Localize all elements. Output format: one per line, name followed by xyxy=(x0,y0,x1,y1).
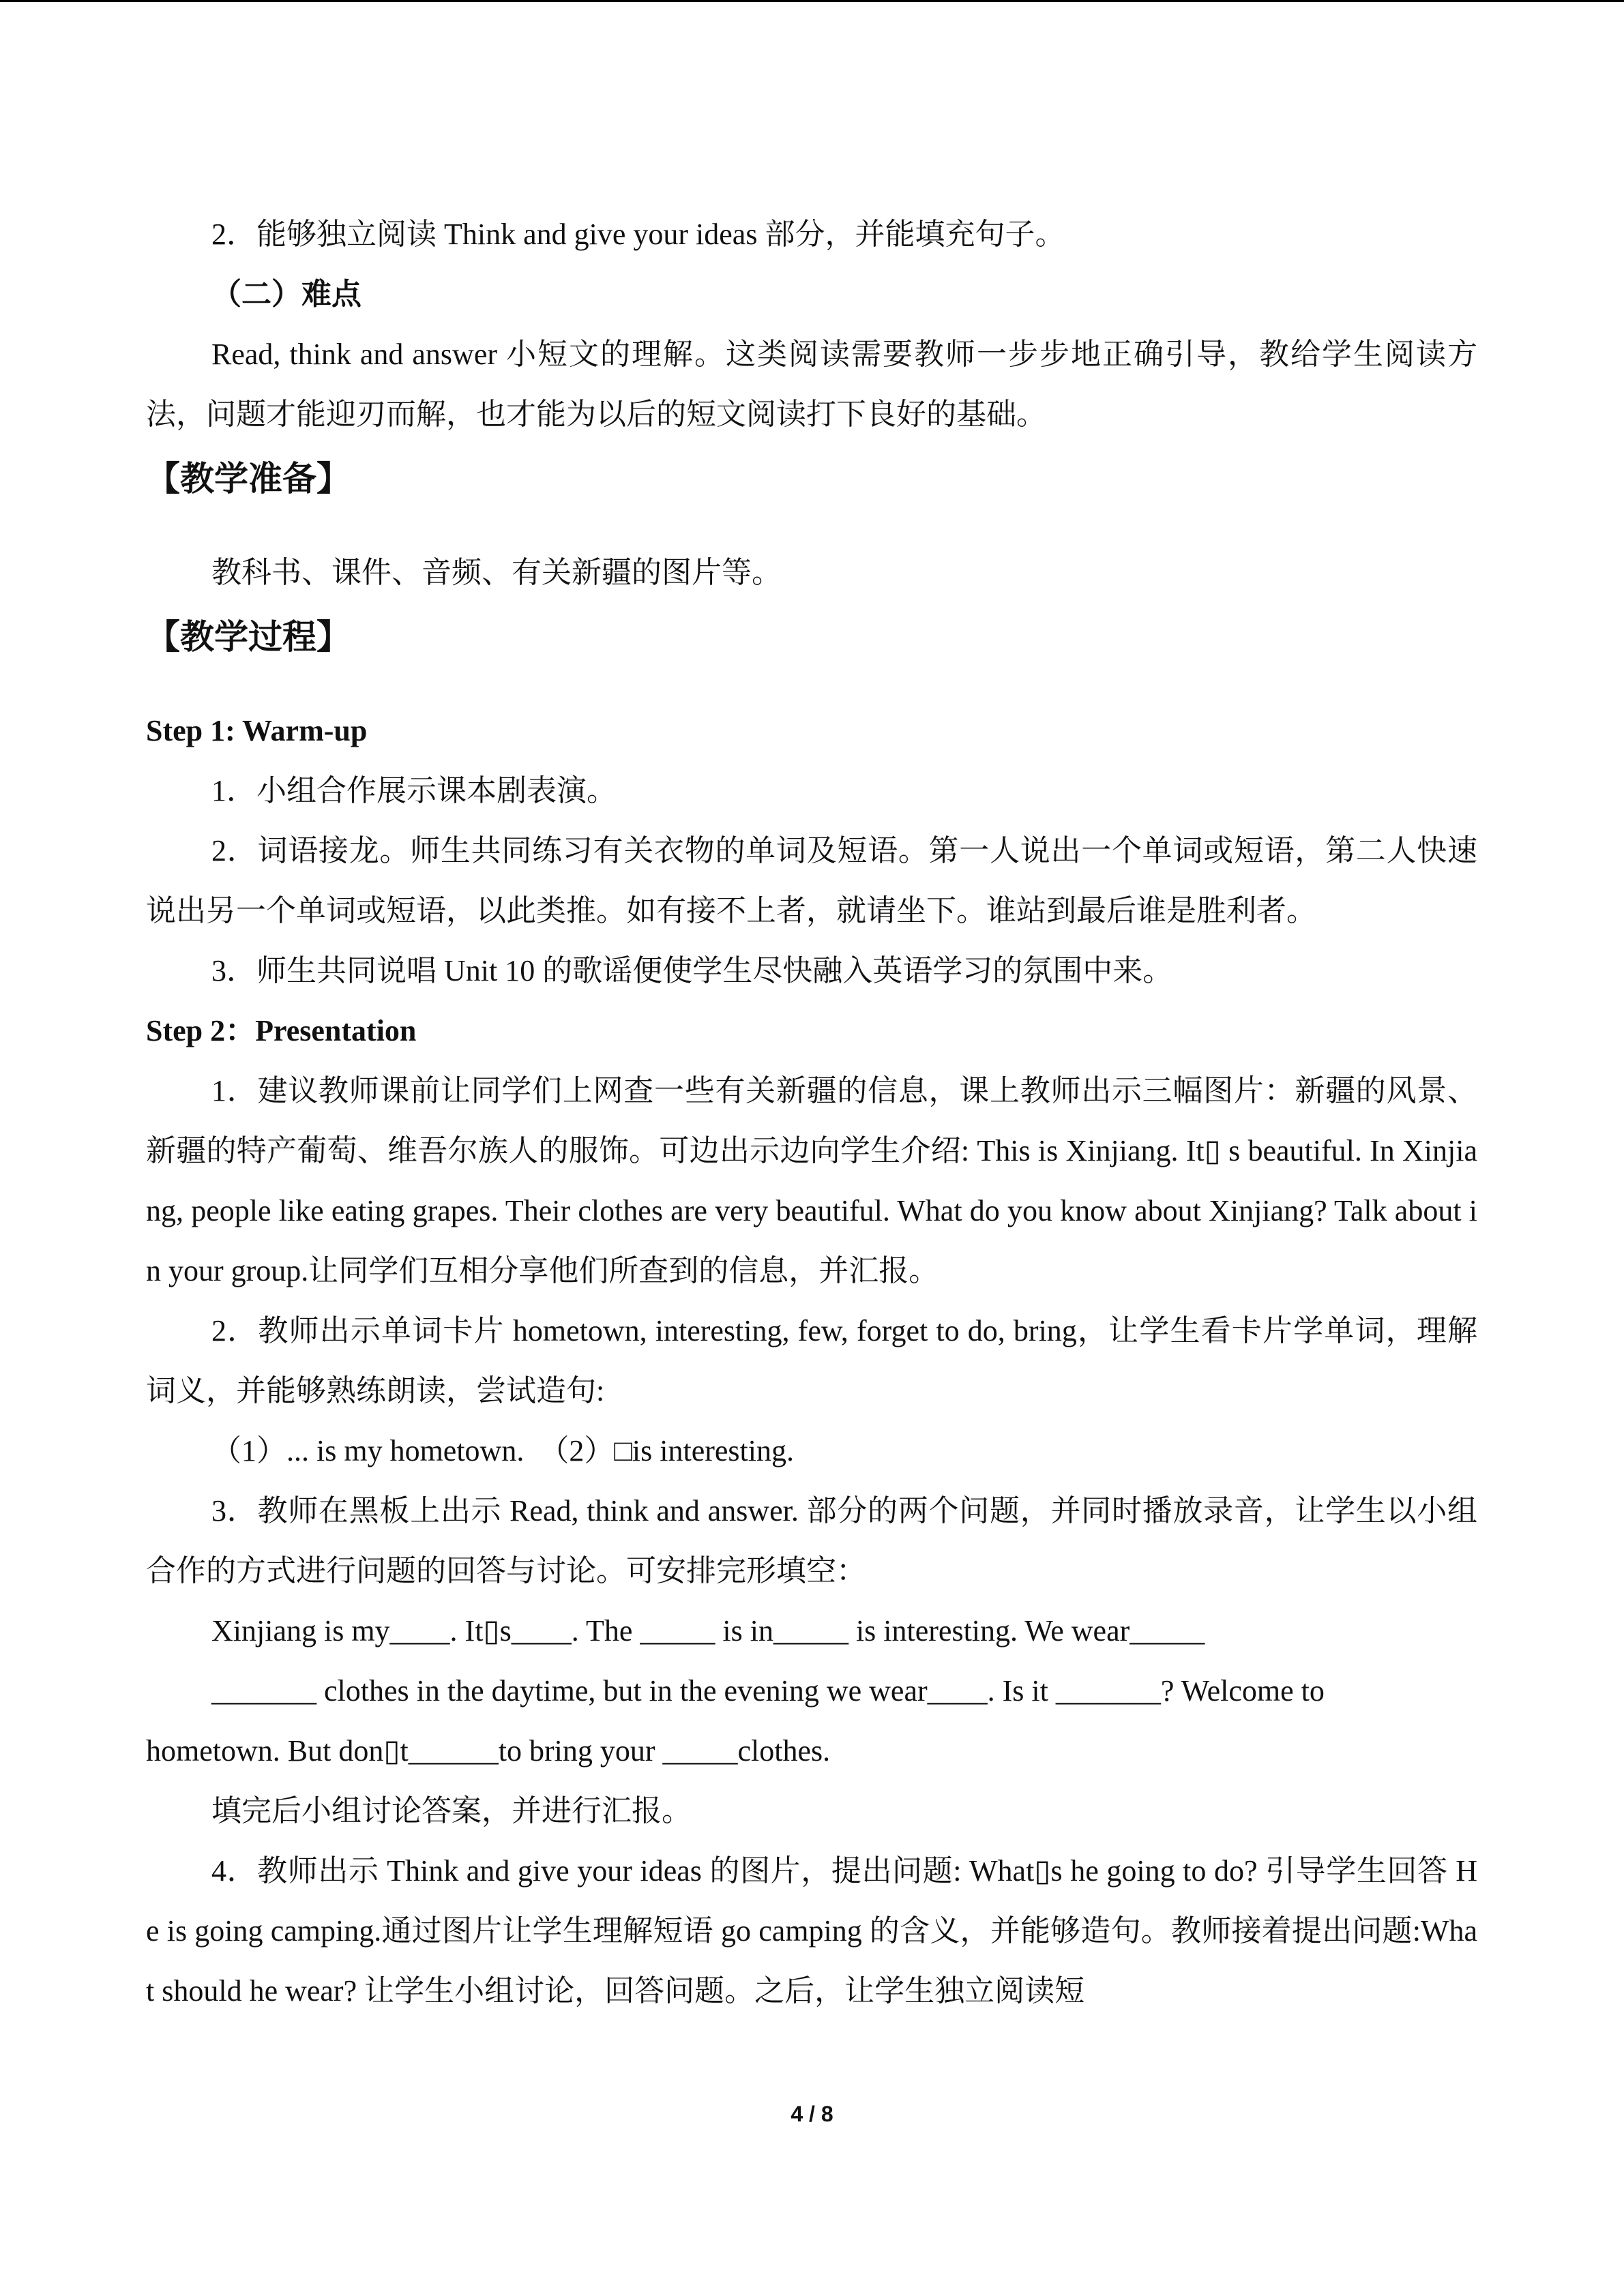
paragraph-presentation-3: 3．教师在黑板上出示 Read, think and answer. 部分的两个问题，并同时播放录音，让学生以小组合作的方式进行问题的回答与讨论。可安排完形填空： xyxy=(146,1494,1477,1587)
step-heading-presentation: Step 2：Presentation xyxy=(146,1014,417,1047)
spacer xyxy=(146,513,1477,543)
fill-in-line-2: _______ clothes in the daytime, but in the evening we wear____. Is it _______? Welcome to xyxy=(211,1674,1325,1708)
paragraph-presentation-4: 4．教师出示 Think and give your ideas 的图片，提出问题: What▯s he going to do? 引导学生回答 He is going camping.通过图片让学生理解短语 go camping 的含义，并能够造句。教师接着提出问题:What should he wear? 让学生小组讨论，回答问题。之后，让学生独立阅读短 xyxy=(146,1854,1477,2008)
example-sentences: （1）... is my hometown. （2）□is interesting. xyxy=(211,1434,794,1467)
section-heading-process: 【教学过程】 xyxy=(146,617,351,657)
paragraph-preparation: 教科书、课件、音频、有关新疆的图片等。 xyxy=(211,556,782,589)
step-heading-warmup: Step 1: Warm-up xyxy=(146,714,368,747)
paragraph-difficulties: Read, think and answer 小短文的理解。这类阅读需要教师一步步地正确引导，教给学生阅读方法，问题才能迎刃而解，也才能为以后的短文阅读打下良好的基础。 xyxy=(146,338,1477,431)
fill-in-line-3: hometown. But don▯t______to bring your _____clothes. xyxy=(146,1734,831,1768)
section-heading-preparation: 【教学准备】 xyxy=(146,459,351,498)
page-number: 4 / 8 xyxy=(791,2102,833,2126)
top-border-rule xyxy=(0,0,1624,2)
paragraph-warmup-1: 1．小组合作展示课本剧表演。 xyxy=(211,774,617,807)
paragraph-presentation-1: 1．建议教师课前让同学们上网查一些有关新疆的信息，课上教师出示三幅图片：新疆的风景、新疆的特产葡萄、维吾尔族人的服饰。可边出示边向学生介绍: This is Xinjiang. It▯ s beautiful. In Xinjiang, people like eating grapes. Their clothes are very beautiful. What do you know about Xinjiang? Talk about in your group.让同学们互相分享他们所查到的信息，并汇报。 xyxy=(146,1074,1477,1287)
fill-in-line-1: Xinjiang is my____. It▯s____. The _____ is in_____ is interesting. We wear_____ xyxy=(211,1614,1205,1648)
paragraph-report: 填完后小组讨论答案，并进行汇报。 xyxy=(211,1794,692,1828)
paragraph-warmup-3: 3．师生共同说唱 Unit 10 的歌谣便使学生尽快融入英语学习的氛围中来。 xyxy=(211,954,1173,987)
document-body xyxy=(146,205,1477,2021)
paragraph-presentation-2: 2．教师出示单词卡片 hometown, interesting, few, forget to do, bring，让学生看卡片学单词，理解词义，并能够熟练朗读，尝试造句: xyxy=(146,1314,1477,1407)
spacer xyxy=(146,671,1477,701)
paragraph-goal-2: 2．能够独立阅读 Think and give your ideas 部分，并能填充句子。 xyxy=(211,218,1065,251)
subheading-difficulties: （二）难点 xyxy=(211,278,361,311)
paragraph-warmup-2: 2．词语接龙。师生共同练习有关衣物的单词及短语。第一人说出一个单词或短语，第二人快速说出另一个单词或短语，以此类推。如有接不上者，就请坐下。谁站到最后谁是胜利者。 xyxy=(146,834,1477,927)
